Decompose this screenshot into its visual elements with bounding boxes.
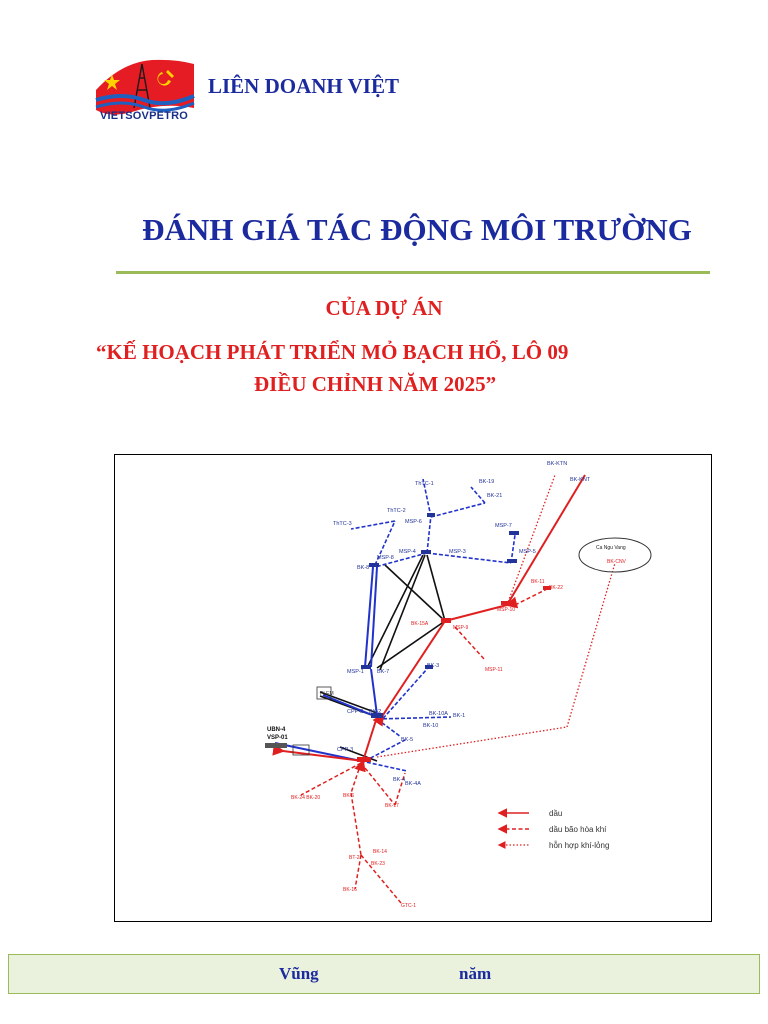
label-bk-4: BK-4	[393, 777, 406, 783]
label-msp-7: MSP-7	[495, 523, 512, 529]
logo-wordmark: VIETSOVPETRO	[100, 110, 188, 122]
label-cpp-2: CPP-2	[347, 709, 364, 715]
label-bk-4a: BK-4A	[405, 781, 421, 787]
label-bk-1: BK-1	[453, 713, 466, 719]
label-bt-2: BT-2	[349, 855, 360, 861]
label-bk-knt: BK-KNT	[570, 477, 591, 483]
company-name: LIÊN DOANH VIỆT	[208, 74, 399, 98]
label-plem: PLEM	[320, 691, 334, 697]
footer-place: Vũng	[279, 964, 319, 983]
pipeline-network-map	[114, 454, 712, 922]
label-bk-16: BK-16	[343, 887, 357, 893]
label-bk-7: BK-7	[377, 669, 390, 675]
label-bk-24: BK-24 BK-20	[291, 795, 321, 801]
legend-oil: dầu	[549, 809, 563, 818]
map-legend	[499, 809, 609, 850]
label-msp-10: MSP-10	[497, 607, 516, 613]
label-bk-21: BK-21	[487, 493, 503, 499]
document-title: ĐÁNH GIÁ TÁC ĐỘNG MÔI TRƯỜNG	[142, 212, 692, 247]
label-msp-9: MSP-9	[453, 625, 469, 631]
subtitle-line-3: ĐIỀU CHỈNH NĂM 2025”	[254, 372, 497, 396]
label-ubn-4: UBN-4	[267, 727, 286, 733]
subtitle-line-2: “KẾ HOẠCH PHÁT TRIỂN MỎ BẠCH HỔ, LÔ 09	[96, 340, 569, 364]
label-bk-23: BK-23	[371, 861, 385, 867]
label-bk-15a: BK-15A	[411, 621, 429, 627]
label-bk-10: BK-10	[423, 723, 439, 729]
label-msp-11: MSP-11	[485, 667, 503, 673]
footer-box	[8, 954, 760, 994]
label-bk-19: BK-19	[479, 479, 495, 485]
label-bk-3: BK-3	[427, 663, 440, 669]
label-bk-17: BK-17	[385, 803, 399, 809]
label-thtc-3: ThTC-3	[333, 521, 352, 527]
label-bk-8: BK-8	[357, 565, 370, 571]
label-bk-2: BK-2	[369, 709, 382, 715]
subtitle-line-1: CỦA DỰ ÁN	[325, 296, 443, 320]
legend-gas-liquid-mix: hỗn hợp khí-lỏng	[549, 841, 610, 850]
label-msp-5: MSP-5	[519, 549, 536, 555]
label-bk-11: BK-11	[531, 579, 545, 585]
label-msp-3: MSP-3	[449, 549, 466, 555]
legend-gas-saturated-oil: dầu bão hòa khí	[549, 825, 607, 834]
label-gtc-1: GTC-1	[401, 903, 416, 909]
label-vsp-01: VSP-01	[267, 735, 288, 741]
label-msp-4: MSP-4	[399, 549, 416, 555]
label-bk-10a: BK-10A	[429, 711, 448, 717]
label-msp-6: MSP-6	[405, 519, 422, 525]
label-bk-cnv: BK-CNV	[607, 559, 626, 565]
label-thtc-2: ThTC-2	[387, 508, 406, 514]
label-cpp-3: CPP-3	[337, 747, 354, 753]
footer-year: năm	[459, 964, 492, 983]
title-divider	[116, 271, 710, 274]
label-bk-22: BK-22	[549, 585, 563, 591]
label-bk-ktn: BK-KTN	[547, 461, 568, 467]
label-msp-8: MSP-8	[377, 555, 394, 561]
label-bk-5: BK-5	[401, 737, 414, 743]
label-ca-ngu-vang: Ca Ngu Vang	[596, 545, 626, 551]
label-bk-14: BK-14	[373, 849, 387, 855]
label-msp-1: MSP-1	[347, 669, 364, 675]
label-thtc-1: ThTC-1	[415, 481, 434, 487]
label-bk-6: BK-6	[343, 793, 355, 799]
